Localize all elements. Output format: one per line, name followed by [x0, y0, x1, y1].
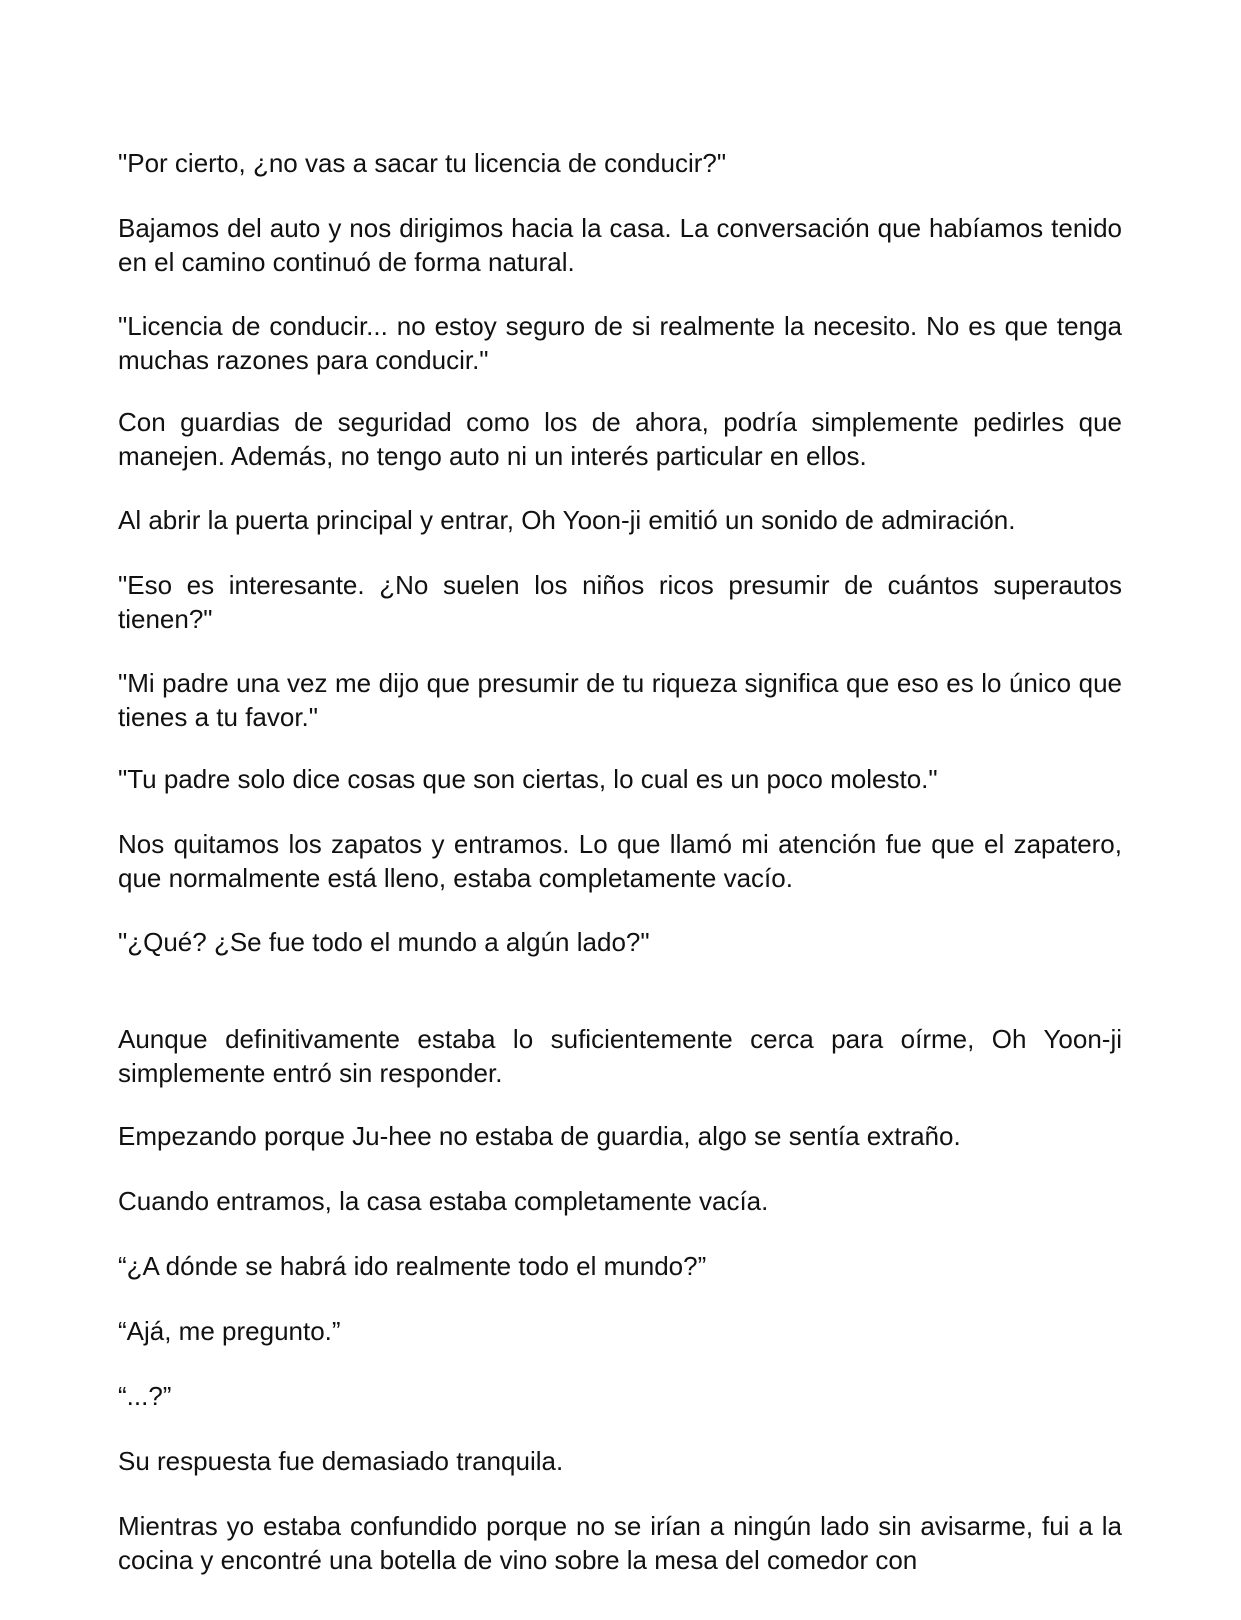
- paragraph-10: "¿Qué? ¿Se fue todo el mundo a algún lado?": [118, 927, 650, 957]
- paragraph-18: Mientras yo estaba confundido porque no se irían a ningún lado sin avisarme, fui a la cocina y encontré una botella de vino sobre la mesa del comedor con: [118, 1511, 1122, 1575]
- paragraph-3: "Licencia de conducir... no estoy seguro de si realmente la necesito. No es que tenga muchas razones para conducir.": [118, 311, 1122, 375]
- paragraph-1: "Por cierto, ¿no vas a sacar tu licencia de conducir?": [118, 148, 727, 178]
- paragraph-2: Bajamos del auto y nos dirigimos hacia la casa. La conversación que habíamos tenido en el camino continuó de forma natural.: [118, 213, 1122, 277]
- paragraph-6: "Eso es interesante. ¿No suelen los niños ricos presumir de cuántos superautos tienen?": [118, 570, 1122, 634]
- paragraph-7: "Mi padre una vez me dijo que presumir de tu riqueza significa que eso es lo único que tienes a tu favor.": [118, 668, 1122, 732]
- paragraph-12: Empezando porque Ju-hee no estaba de guardia, algo se sentía extraño.: [118, 1121, 961, 1151]
- paragraph-8: "Tu padre solo dice cosas que son ciertas, lo cual es un poco molesto.": [118, 764, 938, 794]
- paragraph-4: Con guardias de seguridad como los de ahora, podría simplemente pedirles que manejen. Además, no tengo auto ni un interés particular en ellos.: [118, 407, 1122, 471]
- paragraph-14: “¿A dónde se habrá ido realmente todo el mundo?”: [118, 1251, 707, 1281]
- paragraph-17: Su respuesta fue demasiado tranquila.: [118, 1446, 564, 1476]
- paragraph-13: Cuando entramos, la casa estaba completamente vacía.: [118, 1186, 769, 1216]
- paragraph-16: “...?”: [118, 1381, 172, 1411]
- paragraph-11: Aunque definitivamente estaba lo suficientemente cerca para oírme, Oh Yoon-ji simplemente entró sin responder.: [118, 1024, 1122, 1088]
- paragraph-15: “Ajá, me pregunto.”: [118, 1316, 341, 1346]
- paragraph-9: Nos quitamos los zapatos y entramos. Lo que llamó mi atención fue que el zapatero, que normalmente está lleno, estaba completamente vacío.: [118, 829, 1122, 893]
- paragraph-5: Al abrir la puerta principal y entrar, Oh Yoon-ji emitió un sonido de admiración.: [118, 505, 1016, 535]
